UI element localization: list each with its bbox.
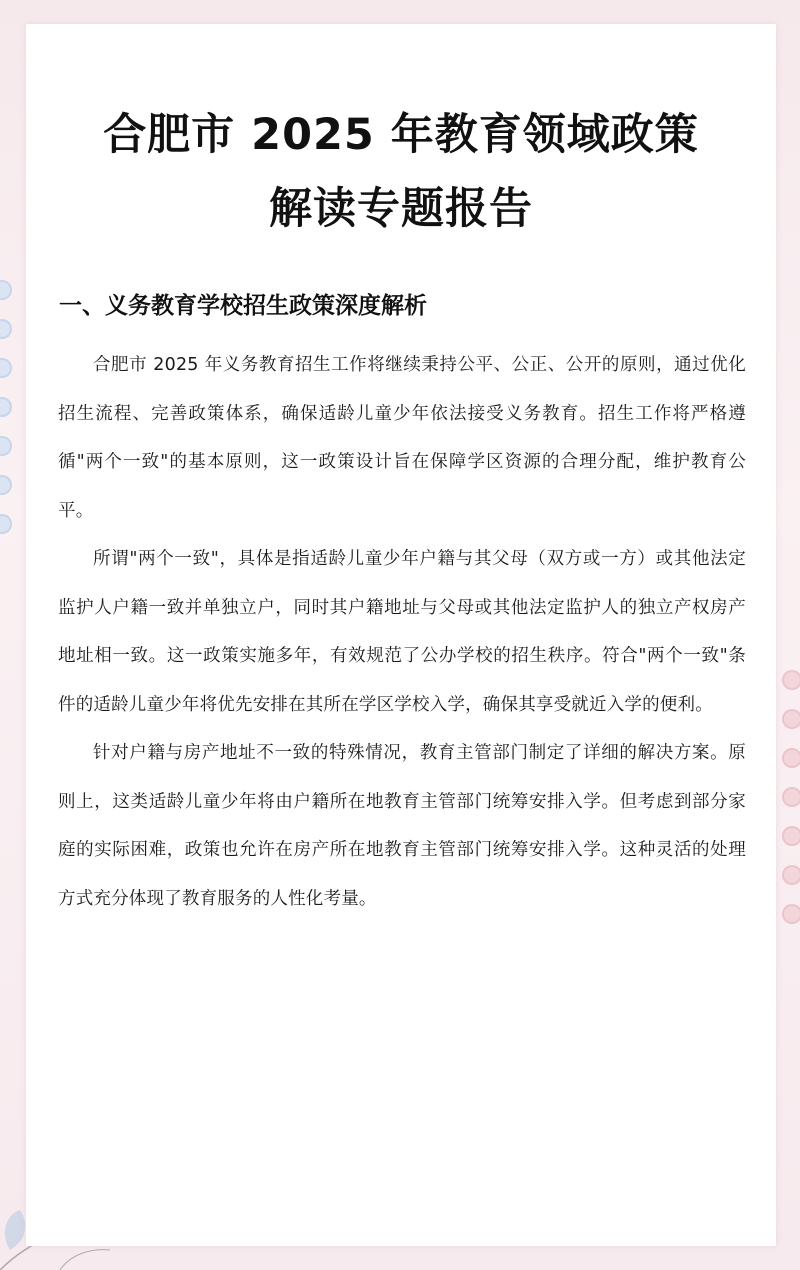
title-line-1: 合肥市 2025 年教育领域政策 (103, 110, 699, 160)
section-heading: 一、义务教育学校招生政策深度解析 (59, 293, 427, 319)
paragraph-2: 所谓"两个一致"，具体是指适龄儿童少年户籍与其父母（双方或一方）或其他法定监护人户籍一致并单独立户，同时其户籍地址与父母或其他法定监护人的独立产权房产地址相一致。这一政策实施多年，有效规范了公办学校的招生秩序。符合"两个一致"条件的适龄儿童少年将优先安排在其所在学区学校入学，确保其享受就近入学的便利。 (58, 549, 746, 715)
decor-dot (782, 787, 800, 807)
decor-dot (0, 514, 12, 534)
document-title (26, 98, 776, 246)
decor-dot (0, 280, 12, 300)
document-body (58, 341, 746, 923)
decor-dot (0, 475, 12, 495)
decor-dot (782, 826, 800, 846)
paragraph-3: 针对户籍与房产地址不一致的特殊情况，教育主管部门制定了详细的解决方案。原则上，这类适龄儿童少年将由户籍所在地教育主管部门统筹安排入学。但考虑到部分家庭的实际困难，政策也允许在房产所在地教育主管部门统筹安排入学。这种灵活的处理方式充分体现了教育服务的人性化考量。 (58, 743, 746, 909)
decor-dot (0, 436, 12, 456)
decorative-dots-left (0, 280, 18, 553)
title-line-2: 解读专题报告 (269, 184, 533, 234)
decor-dot (782, 748, 800, 768)
decor-dot (782, 865, 800, 885)
paragraph-1: 合肥市 2025 年义务教育招生工作将继续秉持公平、公正、公开的原则，通过优化招生流程、完善政策体系，确保适龄儿童少年依法接受义务教育。招生工作将严格遵循"两个一致"的基本原则，这一政策设计旨在保障学区资源的合理分配，维护教育公平。 (58, 355, 746, 521)
decor-dot (0, 358, 12, 378)
decor-dot (0, 397, 12, 417)
decor-dot (0, 319, 12, 339)
decor-dot (782, 904, 800, 924)
decorative-dots-right (782, 670, 800, 943)
decor-dot (782, 709, 800, 729)
document-page (26, 24, 776, 1246)
decor-dot (782, 670, 800, 690)
